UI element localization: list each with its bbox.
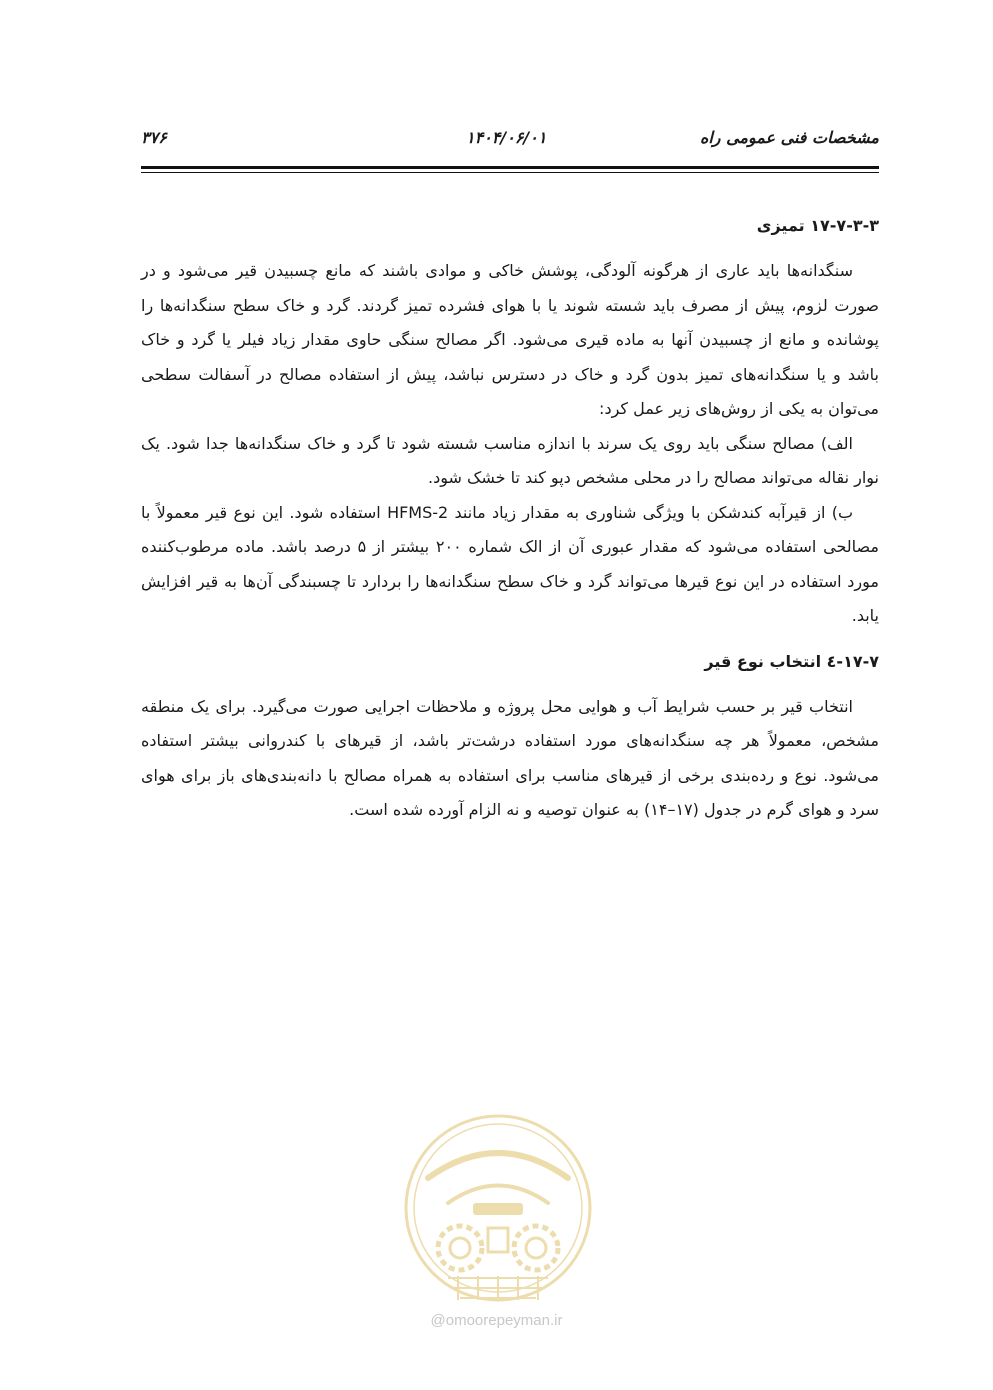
header-rule-thin [141,172,879,173]
paragraph: سنگدانه‌ها باید عاری از هرگونه آلودگی، پوشش خاکی و موادی باشند که مانع چسبیدن قیر می‌شود و در صورت لزوم، پیش از مصرف باید شسته شوند یا با هوای فشرده تمیز گردند. گرد و خاک سطح سنگدانه‌ها را پوشانده و مانع از چسبیدن آنها به ماده قیری می‌شود. اگر مصالح سنگی حاوی مقدار زیاد فیلر یا گرد و خاک باشد و یا سنگدانه‌های تمیز بدون گرد و خاک در دسترس نباشد، پیش از استفاده مصالح در آسفالت سطحی می‌توان به یکی از روش‌های زیر عمل کرد: [141,261,879,418]
watermark-url: @omoorepeyman.ir [430,1312,563,1329]
section-heading-cleanliness: ۱۷-۷-۳-۳ تمیزی [756,216,879,235]
paragraph: ب) از قیرآبه کندشکن با ویژگی شناوری به مقدار زیاد مانند HFMS-2 استفاده شود. این نوع قیر معمولاً با مصالحی استفاده می‌شود که مقدار عبوری آن از الک شماره ۲۰۰ بیشتر از ۵ درصد باشد. ماده مرطوب‌کننده مورد استفاده در این نوع قیرها می‌تواند گرد و خاک سطح سنگدانه‌ها را بردارد تا چسبندگی آن‌ها به قیر افزایش یابد. [141,502,880,625]
watermark-logo [398,1108,598,1338]
page-header [141,128,879,162]
header-date: ۱۴۰۴/۰۶/۰۱ [466,128,547,147]
section-heading-binder-selection: ۱۷-۷-٤ انتخاب نوع قیر [704,651,879,671]
header-title: مشخصات فنی عمومی راه [699,128,879,147]
page-body [141,212,879,828]
paragraph: انتخاب قیر بر حسب شرایط آب و هوایی محل پروژه و ملاحظات اجرایی صورت می‌گیرد. برای یک منطقه مشخص، معمولاً هر چه سنگدانه‌های مورد استفاده درشت‌تر باشد، از قیرهای با کندروانی بیشتر استفاده می‌شود. نوع و رده‌بندی برخی از قیرهای مناسب برای استفاده به همراه مصالح با دانه‌بندی‌های باز برای هوای سرد و هوای گرم در جدول (۱۷–۱۴) به عنوان توصیه و نه الزام آورده شده است. [141,696,879,819]
page-number: ۳۷۶ [141,128,167,147]
watermark-seal-icon [398,1108,598,1338]
header-rule [141,166,879,169]
paragraph: الف) مصالح سنگی باید روی یک سرند با اندازه مناسب شسته شود تا گرد و خاک سنگدانه‌ها جدا شود. یک نوار نقاله می‌تواند مصالح را در محلی مشخص دپو کند تا خشک شود. [141,433,879,487]
